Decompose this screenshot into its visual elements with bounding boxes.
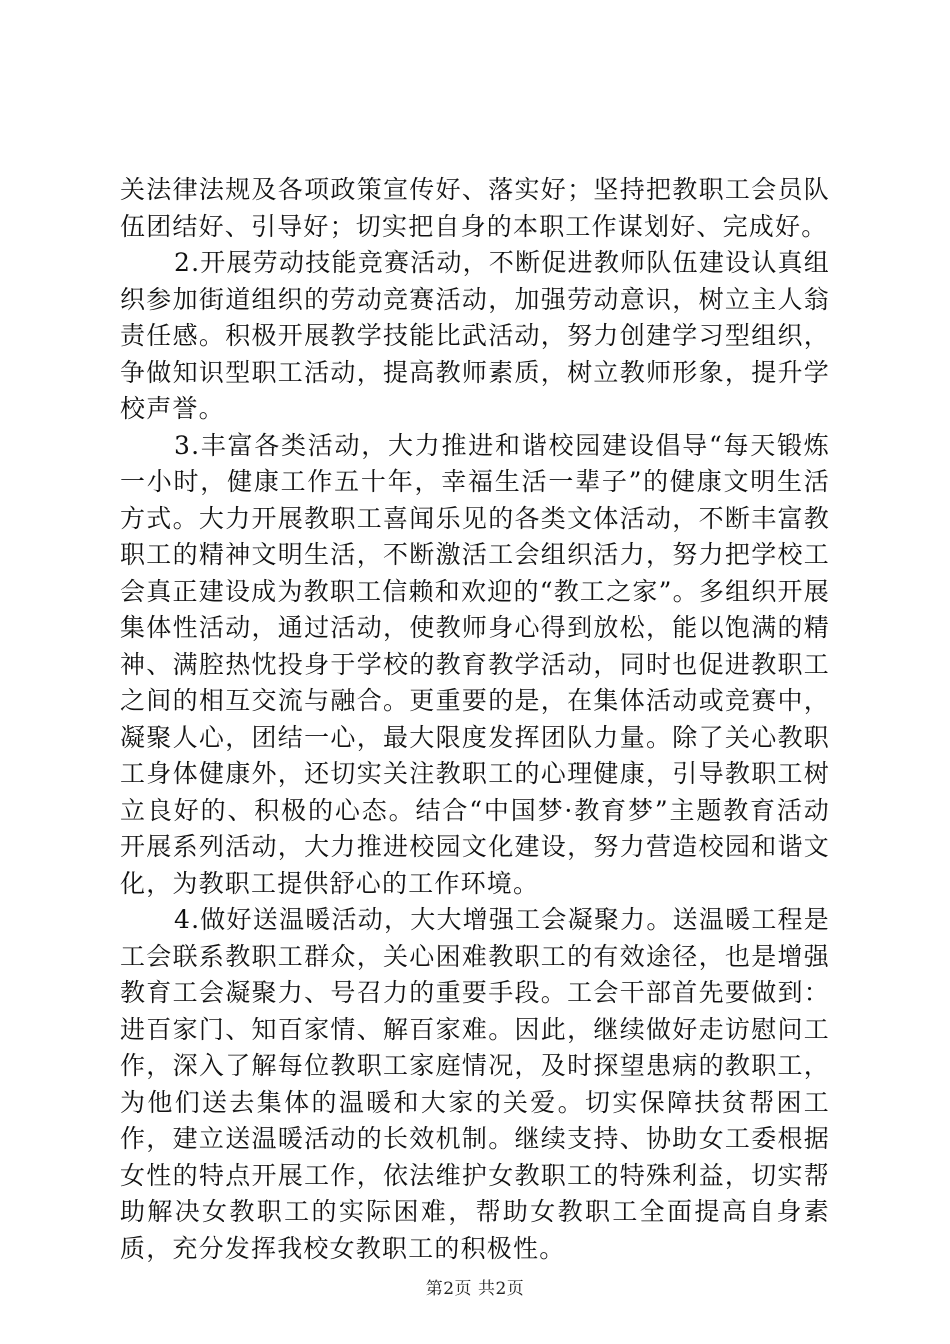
page-number-footer: 第2页 共2页 — [425, 1279, 525, 1299]
paragraph-item-2: 2.开展劳动技能竞赛活动，不断促进教师队伍建设认真组织参加街道组织的劳动竞赛活动，加强劳动意识，树立主人翁责任感。积极开展教学技能比武活动，努力创建学习型组织，争做知识型职工活动，提高教师素质，树立教师形象，提升学校声誉。 — [120, 248, 830, 423]
paragraph-item-4: 4.做好送温暖活动，大大增强工会凝聚力。送温暖工程是工会联系教职工群众，关心困难教职工的有效途径，也是增强教育工会凝聚力、号召力的重要手段。工会干部首先要做到：进百家门、知百家情、解百家难。因此，继续做好走访慰问工作，深入了解每位教职工家庭情况，及时探望患病的教职工，为他们送去集体的温暖和大家的关爱。切实保障扶贫帮困工作，建立送温暖活动的长效机制。继续支持、协助女工委根据女性的特点开展工作，依法维护女教职工的特殊利益，切实帮助解决女教职工的实际困难，帮助女教职工全面提高自身素质，充分发挥我校女教职工的积极性。 — [120, 905, 830, 1263]
paragraph-continuation: 关法律法规及各项政策宣传好、落实好；坚持把教职工会员队伍团结好、引导好；切实把自身的本职工作谋划好、完成好。 — [120, 175, 830, 241]
paragraph-item-3: 3.丰富各类活动，大力推进和谐校园建设倡导“每天锻炼一小时，健康工作五十年，幸福生活一辈子”的健康文明生活方式。大力开展教职工喜闻乐见的各类文体活动，不断丰富教职工的精神文明生活，不断激活工会组织活力，努力把学校工会真正建设成为教职工信赖和欢迎的“教工之家”。多组织开展集体性活动，通过活动，使教师身心得到放松，能以饱满的精神、满腔热忱投身于学校的教育教学活动，同时也促进教职工之间的相互交流与融合。更重要的是，在集体活动或竞赛中，凝聚人心，团结一心，最大限度发挥团队力量。除了关心教职工身体健康外，还切实关注教职工的心理健康，引导教职工树立良好的、积极的心态。结合“中国梦·教育梦”主题教育活动开展系列活动，大力推进校园文化建设，努力营造校园和谐文化，为教职工提供舒心的工作环境。 — [120, 430, 830, 898]
document-body — [120, 172, 830, 1267]
